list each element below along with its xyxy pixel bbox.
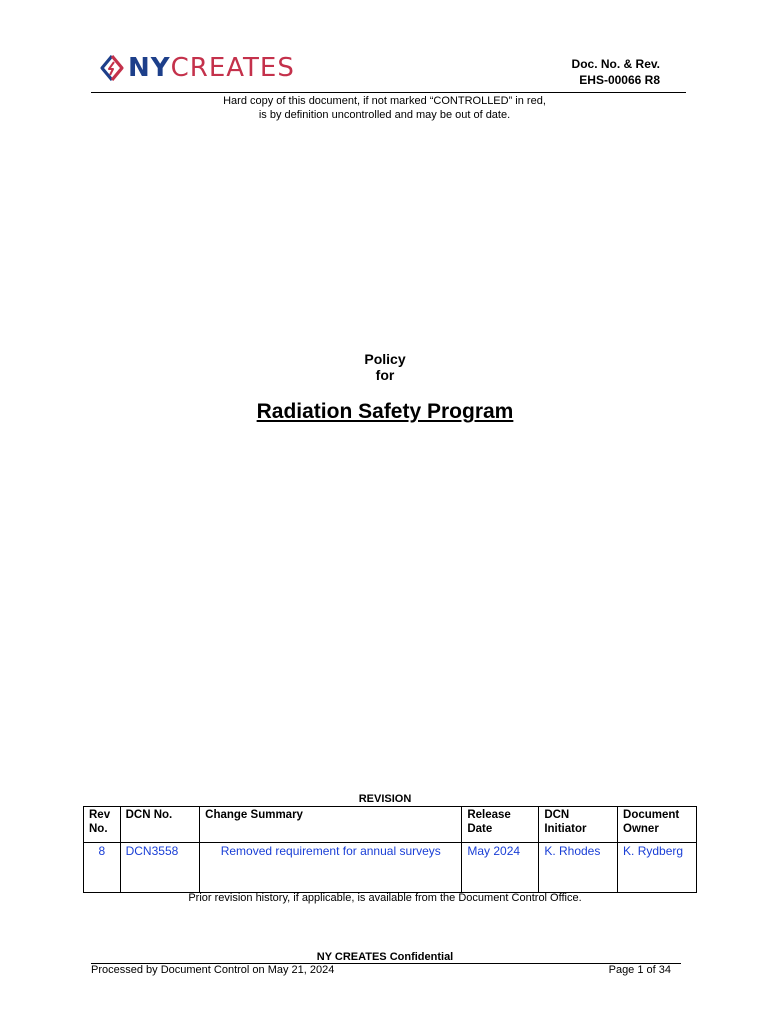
hardcopy-notice [91, 94, 678, 122]
page-number: Page 1 of 34 [608, 964, 671, 976]
logo-ny: NY [128, 53, 171, 83]
revision-header-row [84, 807, 697, 843]
processed-note: Processed by Document Control on May 21, 2024 [91, 964, 335, 976]
revision-heading: REVISION [358, 793, 412, 805]
prior-revision-note: Prior revision history, if applicable, is available from the Document Control Office. [188, 892, 582, 904]
col-header-release-date: Release Date [462, 807, 539, 843]
doc-number-block [572, 56, 660, 88]
cell-rev: 8 [84, 843, 121, 893]
col-header-document-owner: Document Owner [618, 807, 697, 843]
cell-dcn: DCN3558 [120, 843, 200, 893]
cell-change-summary: Removed requirement for annual surveys [200, 843, 462, 893]
table-row [84, 843, 697, 893]
cell-release-date: May 2024 [462, 843, 539, 893]
doc-number-label: Doc. No. & Rev. [571, 57, 660, 71]
header-divider [91, 92, 686, 93]
logo-creates: CREATES [170, 53, 295, 83]
cell-dcn-initiator: K. Rhodes [539, 843, 618, 893]
policy-label [0, 351, 770, 383]
document-title: Radiation Safety Program [256, 400, 514, 423]
doc-number-value: EHS-00066 R8 [579, 73, 660, 87]
confidential-label: NY CREATES Confidential [316, 951, 454, 963]
logo-wordmark [128, 54, 295, 82]
hardcopy-line-2: is by definition uncontrolled and may be out of date. [258, 109, 511, 121]
policy-line-2: for [375, 367, 395, 383]
col-header-rev: Rev No. [84, 807, 121, 843]
policy-line-1: Policy [364, 351, 406, 367]
col-header-change-summary: Change Summary [200, 807, 462, 843]
logo-mark-icon [98, 54, 126, 82]
col-header-dcn-initiator: DCN Initiator [539, 807, 618, 843]
col-header-dcn: DCN No. [120, 807, 200, 843]
revision-table [83, 806, 697, 893]
cell-document-owner: K. Rydberg [618, 843, 697, 893]
company-logo [98, 52, 328, 84]
hardcopy-line-1: Hard copy of this document, if not marked “CONTROLLED” in red, [223, 95, 546, 107]
